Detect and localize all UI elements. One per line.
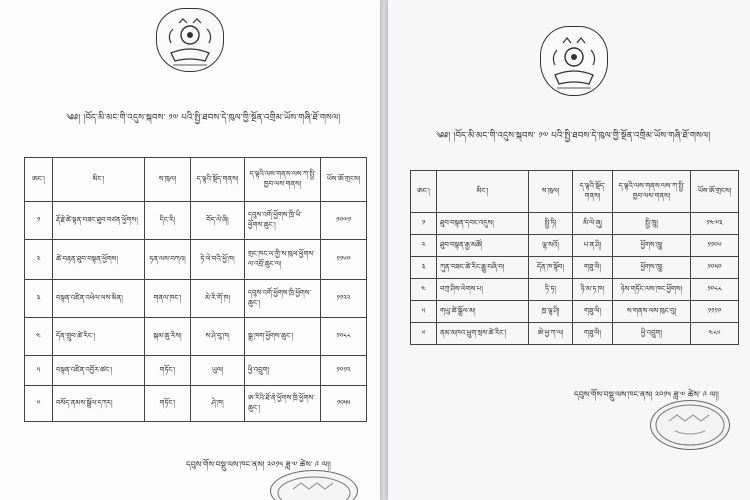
cell-votes: ༡༡༢༢ [321, 280, 367, 318]
cell-name: རྡོ་རྗེ་ཚེ་སྟན་བཟང་ཐུབ་བཙན་ཕྱོགས། [53, 202, 145, 240]
right-candidates-table [410, 170, 739, 345]
stamp-icon [651, 401, 729, 449]
cell-votes: ༡༡༡༩ [691, 301, 739, 323]
cell-workplace: གྲང་ཁང་ལ་གྱི་ས་ཁུལ་ཕྱོགས་ལ་འབྲོ་ཆུང་ལ། [245, 240, 321, 280]
cell-name: ཚེ་བརྟན་ཐུབ་བསྟན་ཕྱོགས། [53, 240, 145, 280]
cell-number: ༦ [411, 323, 437, 345]
col-header-name: མིང་། [437, 171, 529, 213]
table-row [25, 356, 367, 386]
cell-region: དིང་རི། [145, 202, 191, 240]
cell-workplace: ཕྱི་འབྲུག། [613, 323, 691, 345]
cell-residence: མེ་རི་གོ་ཁ། [191, 280, 245, 318]
cell-votes: ༡༠༥༥ [321, 386, 367, 422]
cell-region: གཏོང་། [145, 386, 191, 422]
cell-number: ༤ [25, 318, 53, 356]
cell-residence: མི་ལེ་ཞུ། [573, 213, 613, 235]
cell-region: སྐམ་ཆུ་རིས། [145, 318, 191, 356]
col-header-region: ས་ཁུལ། [145, 158, 191, 202]
cell-residence: བོད་ལེ་ཞི། [191, 202, 245, 240]
cell-name: གཡུ་ཚེ་སྒྲོལ་མ། [437, 301, 529, 323]
cell-number: ༣ [25, 280, 53, 318]
col-header-number: ཨང་། [411, 171, 437, 213]
cell-name: ཀུན་བཟང་ཚེ་རིང་རྒྱུ་བཞི་བ། [437, 257, 529, 279]
table-row [25, 202, 367, 240]
cell-number: ༥ [25, 356, 53, 386]
cell-workplace: སྒྲ་ཁག་ཕྱོགས་ཆུང་། [245, 318, 321, 356]
cell-region: སྤྱི་ཏི། [529, 213, 573, 235]
cell-votes: ༤༨༦ [691, 323, 739, 345]
cell-workplace: དབུས་འགོ་ཕྱོགས་ཁྲི་ཕྱོགས་ཆུང་། [245, 280, 321, 318]
cell-workplace: ཕྱོགས་ཁྲུ། [613, 235, 691, 257]
round-stamp [270, 470, 358, 500]
cell-name: བསྟན་འཛིན་འཕེལ་ལས་མིན། [53, 280, 145, 318]
table-row [25, 280, 367, 318]
cell-number: ༡ [411, 213, 437, 235]
cell-workplace: ས་གནས་ལས་ཁུང་བུ། [613, 301, 691, 323]
cell-residence: ཉི་མ་ཏ་ཁ། [573, 279, 613, 301]
cell-residence: གཟུ་ལི། [573, 301, 613, 323]
col-header-workplace: ད་ལྟའི་ལས་གནས་ལས་ཀ་སྤྱི་ཁྱབ་ལས་གནས། [245, 158, 321, 202]
cell-votes: ༡༠༨༨ [691, 279, 739, 301]
official-seal-emblem [540, 26, 608, 96]
table-header-row [411, 171, 739, 213]
cell-name: དོན་གྲུབ་ཚེ་རིང་། [53, 318, 145, 356]
cell-residence: ཏེ་ལེ་བའི་ཕྱོ་ཁ། [191, 240, 245, 280]
cell-workplace: ཕྱོགས་ཁྲུ། [613, 257, 691, 279]
cell-residence: ཤེ་ཁ། [191, 386, 245, 422]
cell-region: གནལ་ཁང་། [145, 280, 191, 318]
cell-region: གཏོང་། [145, 356, 191, 386]
cell-name: ཐུབ་བསྟན་དབང་འདུས། [437, 213, 529, 235]
cell-votes: ༡༠༨༨ [321, 318, 367, 356]
left-candidates-table [24, 157, 367, 422]
col-header-name: མིང་། [53, 158, 145, 202]
cell-residence: ཡུལ། [191, 356, 245, 386]
col-header-number: ཨང་། [25, 158, 53, 202]
right-document-page [388, 0, 750, 500]
right-page-title: ༄༅། །བོད་མི་མང་གི་འདུས་སྐབས་ ༡༧ པའི་སྤྱི་ཐབས་དེ་ཁུལ་གྱི་སྔོན་འགྲིམ་ཡོས་གཞི་ཐོ་གསལ། [436, 131, 711, 141]
cell-region: ཨེ་ཕྱ་ཀ་ལ། [529, 323, 573, 345]
emblem-icon [157, 9, 223, 71]
col-header-residence: ད་ལྟའི་སྡོད་གནས། [191, 158, 245, 202]
cell-votes: ༡༠༡༢ [321, 356, 367, 386]
emblem-icon [541, 27, 607, 95]
cell-workplace: ཨ་རིའི་ཐོ་ནེ་ཕྱོགས་ཁྲི་ཕྱོགས་ཆུང་། [245, 386, 321, 422]
cell-region: ཁྲ་ལྷ་ཤི། [529, 301, 573, 323]
cell-number: ༦ [25, 386, 53, 422]
cell-residence: གཟུ་ལི། [573, 257, 613, 279]
cell-number: ༡ [25, 202, 53, 240]
cell-name: བཀྲ་ཤིས་ལེགས་པ། [437, 279, 529, 301]
right-page-footer: དབུས་གོས་བསྡུ་ལས་ཁང་ནས། ༢༠༡༥ ཟླ་༧ ཚེས་ ༩ ལ།། [574, 390, 719, 399]
cell-residence: གཟུ་ལི། [573, 323, 613, 345]
table-row [411, 235, 739, 257]
left-page-title: ༄༅། །བོད་མི་མང་གི་འདུས་སྐབས་ ༡༧ པའི་སྤྱི་ཐབས་དེ་ཁུལ་གྱི་སྔོན་འགྲིམ་ཡོས་གཞི་ཐོ་གསལ། [66, 113, 341, 123]
cell-name: ཐུབ་བསྟན་རྒྱ་མཚོ། [437, 235, 529, 257]
cell-workplace: དབུས་འགོ་ཕྱོགས་ཁྲི་ཡི་ཕྱོགས་ཆུང་། [245, 202, 321, 240]
table-row [411, 257, 739, 279]
cell-votes: ༡༠༥༠ [691, 257, 739, 279]
round-stamp [650, 400, 730, 450]
cell-region: ཏི་ཏ། [529, 279, 573, 301]
cell-votes: ༡༡༠༦ [691, 235, 739, 257]
cell-region: ལྷ་སའོ། [529, 235, 573, 257]
col-header-votes: ཡོས་ཨོ་གྲངས། [691, 171, 739, 213]
stamp-icon [271, 471, 357, 500]
col-header-workplace: ད་ལྟའི་ལས་གནས་ལས་ཀ་སྤྱི་ཁྱབ་ལས་གནས། [613, 171, 691, 213]
cell-workplace: ཉེས་གཏོང་ལས་ཁང་ཕྱོགས། [613, 279, 691, 301]
cell-votes: ༡༡༦༠ [321, 240, 367, 280]
cell-name: ནམ་མཁའ་ཕྲུག་སྲས་ཚེ་རིང་། [437, 323, 529, 345]
table-row [411, 213, 739, 235]
table-row [411, 301, 739, 323]
cell-name: བསྟན་འཛིན་འབྱོར་ཚང་། [53, 356, 145, 386]
cell-number: ༣ [411, 257, 437, 279]
cell-region: དོན་ཁ་སྟོབ། [529, 257, 573, 279]
cell-workplace: ཕྱི་འབྲུག། [245, 356, 321, 386]
cell-number: ༥ [411, 301, 437, 323]
col-header-residence: ད་ལྟའི་སྡོད་གནས། [573, 171, 613, 213]
cell-workplace: སྤྱི་ཁྲུ། [613, 213, 691, 235]
cell-residence: ས་ཤེ་བུ་ཁ། [191, 318, 245, 356]
cell-name: བསོད་ནམས་སྒྲོལ་དཀར། [53, 386, 145, 422]
cell-number: ༢ [25, 240, 53, 280]
cell-votes: ༡༤༧༣ [691, 213, 739, 235]
table-row [25, 386, 367, 422]
cell-number: ༢ [411, 235, 437, 257]
col-header-votes: ཡོས་ཨོ་གྲངས། [321, 158, 367, 202]
table-header-row [25, 158, 367, 202]
table-row [25, 318, 367, 356]
table-row [411, 323, 739, 345]
cell-residence: པ་ན་ཤི། [573, 235, 613, 257]
cell-votes: ༡༠༧༡ [321, 202, 367, 240]
cell-region: ཏན་ལས་བཀའ། [145, 240, 191, 280]
official-seal-emblem [156, 8, 224, 72]
left-page-footer: དབུས་གོས་བསྡུ་ལས་ཁང་ནས། ༢༠༡༥ ཟླ་༧ ཚེས་ ༩ ལ།། [186, 460, 331, 469]
table-row [411, 279, 739, 301]
table-row [25, 240, 367, 280]
cell-number: ༤ [411, 279, 437, 301]
col-header-region: ས་ཁུལ། [529, 171, 573, 213]
